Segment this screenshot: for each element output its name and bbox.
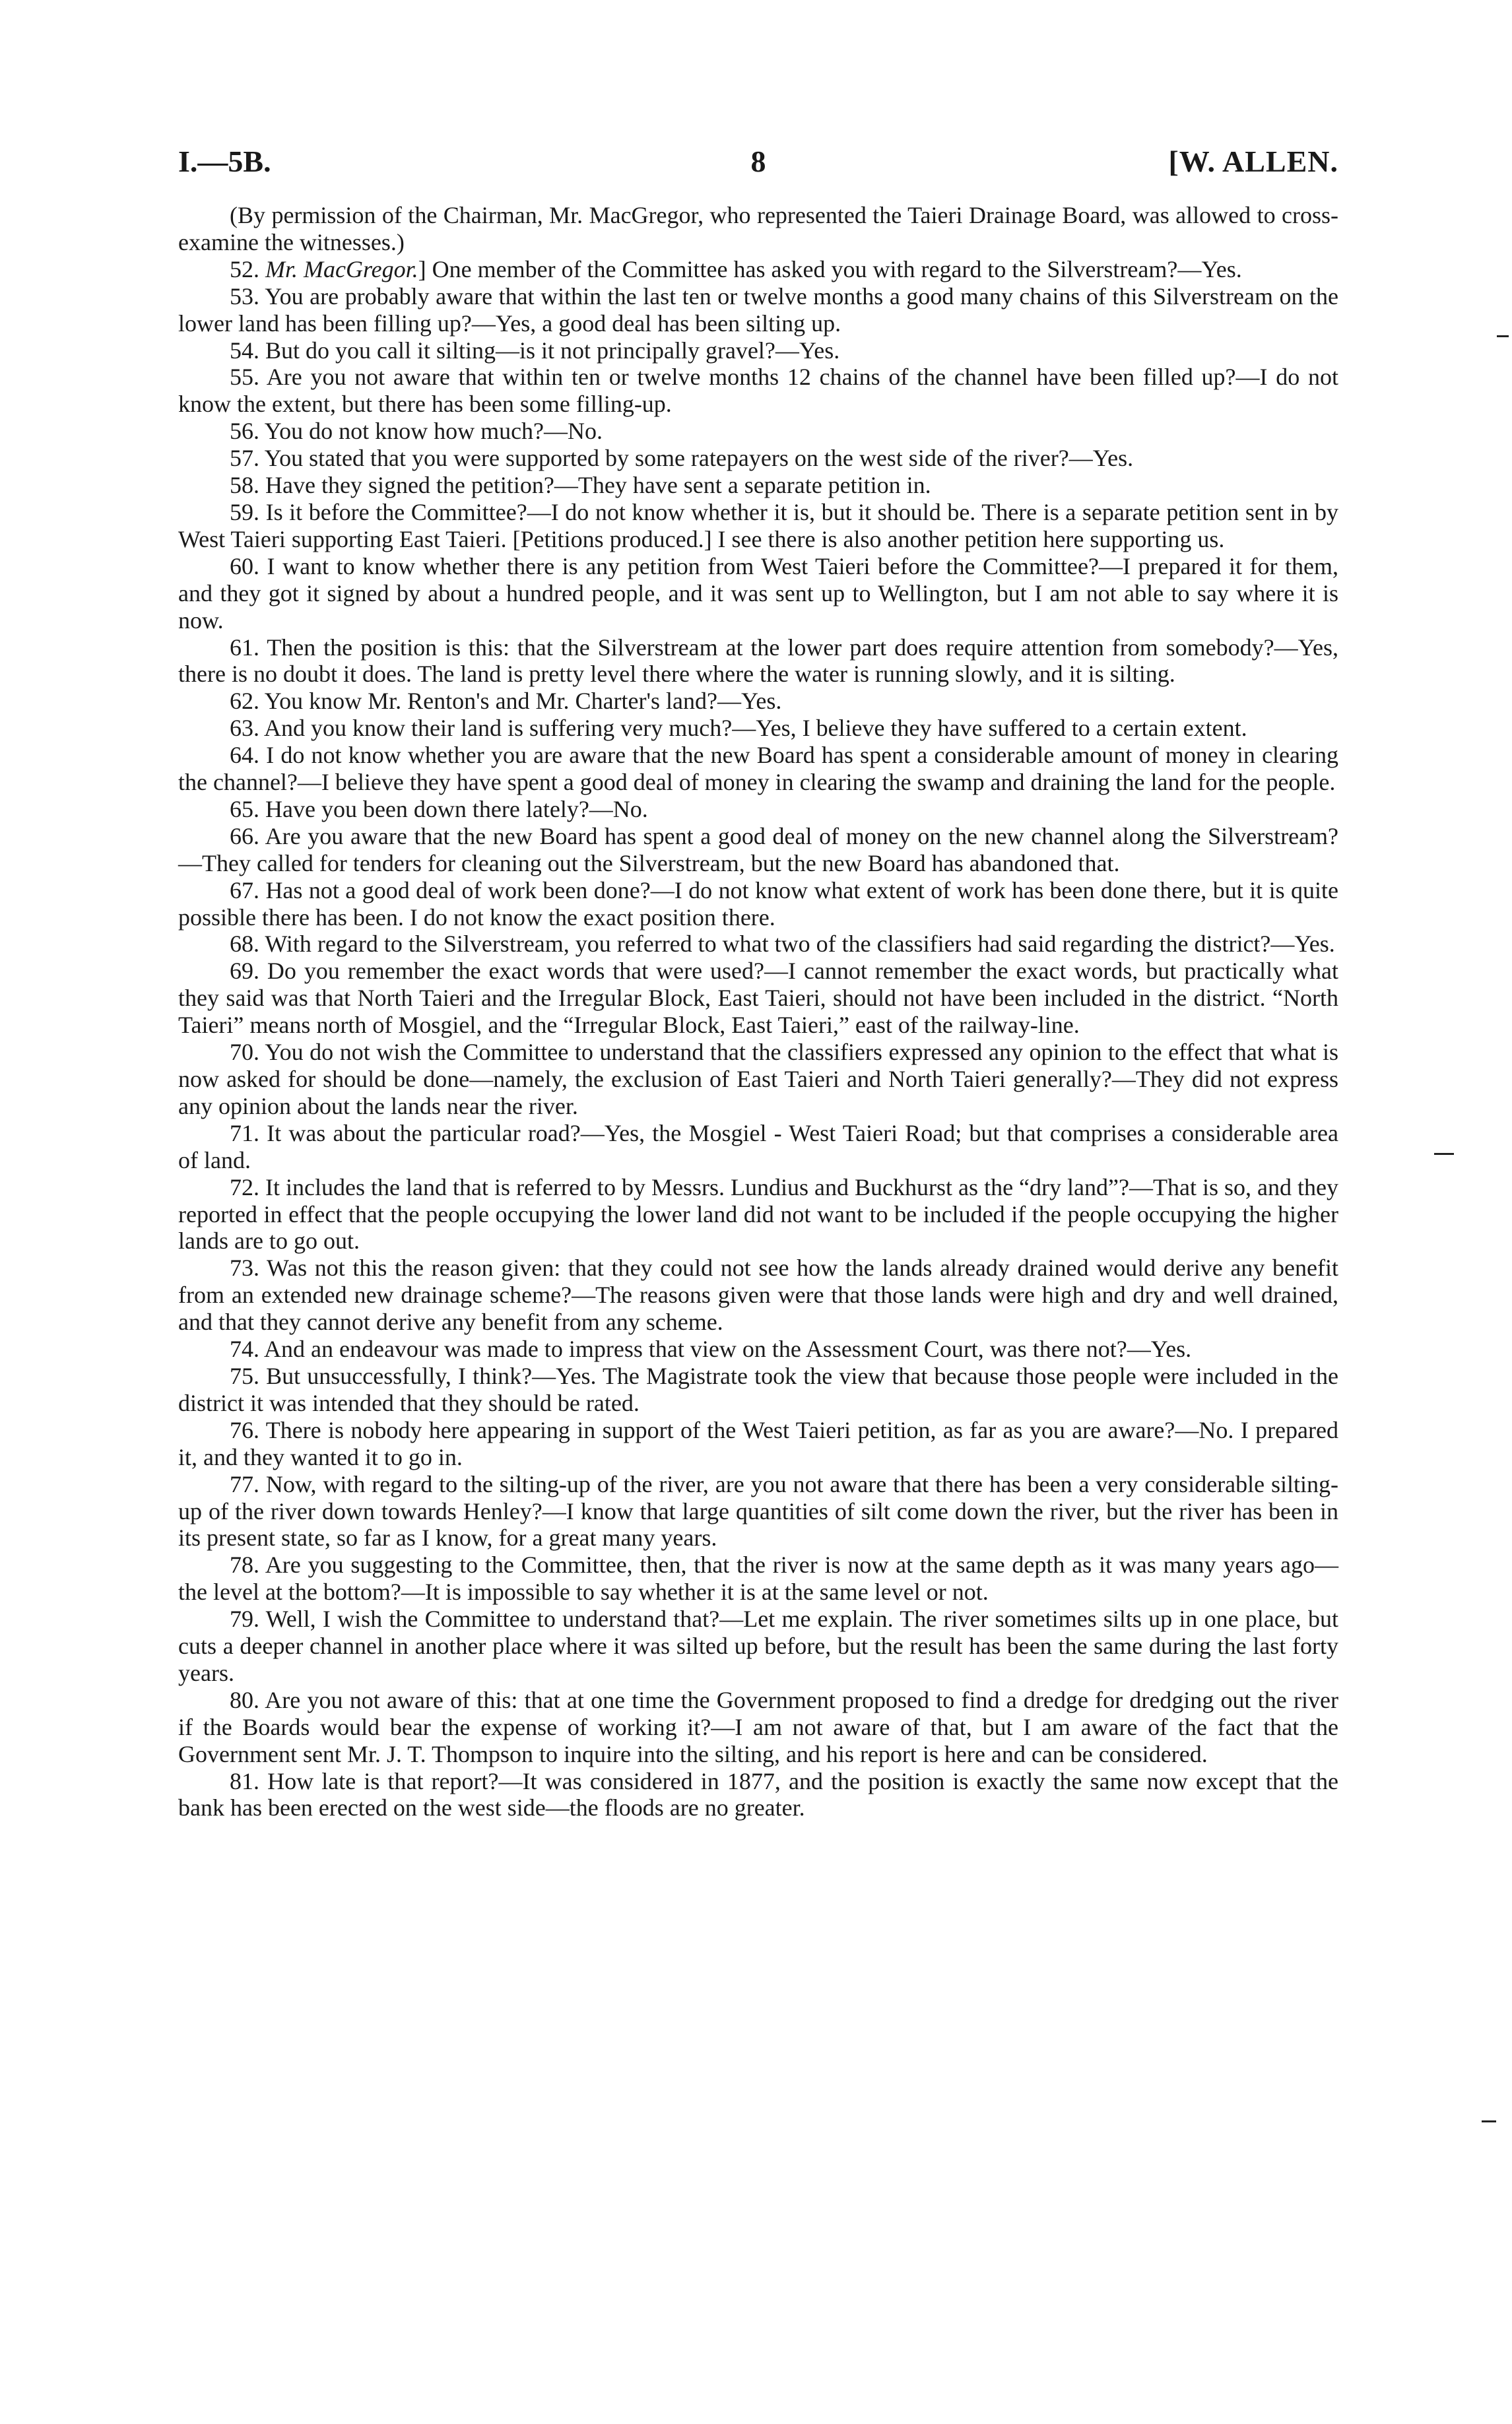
question-answer-text: It was about the particular road?—Yes, the Mosgiel - West Taieri Road; but that comprises a considerable area of land. [178,1119,1339,1173]
question-answer-text: Are you not aware that within ten or twelve months 12 chains of the channel have been filled up?—I do not know the extent, but there has been some filling-up. [178,364,1338,418]
question-answer-text: Are you suggesting to the Committee, then, that the river is now at the same depth as it was many years ago—the level at the bottom?—It is impossible to say whether it is at the same level or not. [178,1552,1339,1606]
question-number: 60. [230,552,267,579]
qa-paragraph [178,931,1338,958]
qa-paragraph [178,1039,1338,1120]
question-number: 56. [230,418,265,445]
question-answer-text: You are probably aware that within the last ten or twelve months a good many chains of this Silverstream on the lower land has been filling up?—Yes, a good deal has been silting up. [178,282,1338,337]
question-answer-list [178,256,1338,1822]
qa-paragraph [178,958,1338,1039]
qa-paragraph [178,283,1338,337]
qa-paragraph [178,418,1338,445]
qa-paragraph [178,1471,1338,1552]
question-answer-text: Was not this the reason given: that they could not see how the lands already drained would derive any benefit from an extended new drainage scheme?—The reasons given were that those lands were high and dry and well drained, and that they cannot derive any benefit from any scheme. [178,1255,1338,1336]
question-answer-text: You stated that you were supported by some ratepayers on the west side of the river?—Yes. [264,445,1134,472]
question-answer-text: But do you call it silting—is it not principally gravel?—Yes. [265,337,840,364]
question-number: 53. [230,282,265,310]
qa-paragraph [178,337,1338,364]
question-answer-text: And an endeavour was made to impress that view on the Assessment Court, was there not?—Yes. [264,1336,1192,1363]
page-header [178,142,1338,181]
qa-paragraph [178,1687,1338,1768]
question-answer-text: You do not wish the Committee to understand that the classifiers expressed any opinion to the effect that what is now asked for should be done—namely, the exclusion of East Taieri and North Taieri generally?—They did not express any opinion about the lands near the river. [178,1039,1338,1119]
question-answer-text: Are you aware that the new Board has spent a good deal of money on the new channel along the Silverstream?—They called for tenders for cleaning out the Silverstream, but the new Board has abandoned that. [178,822,1339,876]
question-number: 76. [230,1416,266,1443]
question-number: 54. [230,337,265,364]
question-number: 59. [230,498,266,525]
question-number: 74. [230,1336,265,1363]
question-number: 73. [230,1255,267,1282]
qa-paragraph [178,553,1338,634]
question-answer-text: Is it before the Committee?—I do not know whether it is, but it should be. There is a separate petition sent in by West Taieri supporting East Taieri. [Petitions produced.] I see there is also another petition here supporting us. [178,498,1338,552]
qa-paragraph [178,499,1338,553]
question-number: 63. [230,715,265,742]
qa-paragraph [178,877,1338,931]
question-answer-text: ] One member of the Committee has asked you with regard to the Silverstream?—Yes. [418,255,1242,282]
question-number: 62. [230,688,265,715]
question-number: 77. [230,1470,266,1497]
question-answer-text: Are you not aware of this: that at one time the Government proposed to find a dredge for dredging out the river if the Boards would bear the expense of working it?—I am not aware of that, but I am aware of the fact that the Government sent Mr. J. T. Thompson to inquire into the silting, and his report is here and can be considered. [178,1686,1338,1767]
question-number: 66. [230,822,265,849]
question-number: 52. [230,255,265,282]
paper-reference: I.—5B. [178,145,271,178]
question-answer-text: Have they signed the petition?—They have sent a separate petition in. [265,472,931,499]
question-answer-text: You do not know how much?—No. [264,418,603,445]
question-answer-text: Now, with regard to the silting-up of the river, are you not aware that there has been a very considerable silting-up of the river down towards Henley?—I know that large quantities of silt come down the river, but the river has been in its present state, so far as I know, for a great many years. [178,1470,1338,1552]
qa-paragraph [178,1417,1338,1471]
question-answer-text: Has not a good deal of work been done?—I do not know what extent of work has been done there, but it is quite possible there has been. I do not know the exact position there. [178,876,1338,931]
question-number: 68. [230,931,265,958]
qa-paragraph [178,472,1338,499]
qa-paragraph [178,364,1338,418]
question-number: 61. [230,634,267,661]
question-number: 55. [230,364,267,391]
question-number: 67. [230,876,266,903]
question-number: 65. [230,795,265,822]
qa-paragraph [178,688,1338,715]
question-answer-text: Well, I wish the Committee to understand that?—Let me explain. The river sometimes silts up in one place, but cuts a deeper channel in another place where it was silted up before, but the result has been the same during the last forty years. [178,1606,1338,1686]
question-answer-text: With regard to the Silverstream, you referred to what two of the classifiers had said regarding the district?—Yes. [265,931,1335,958]
margin-mark [1482,2120,1496,2122]
question-answer-text: You know Mr. Renton's and Mr. Charter's land?—Yes. [264,688,782,715]
page-number: 8 [750,145,766,178]
margin-mark [1497,335,1509,337]
qa-paragraph [178,1606,1338,1687]
qa-paragraph [178,1363,1338,1417]
question-answer-text: There is nobody here appearing in support of the West Taieri petition, as far as you are aware?—No. I prepared it, and they wanted it to go in. [178,1416,1338,1470]
witness-name: [W. ALLEN. [1168,145,1338,178]
qa-paragraph [178,634,1338,688]
qa-paragraph [178,1255,1338,1336]
qa-paragraph [178,796,1338,823]
intro-note: (By permission of the Chairman, Mr. MacGregor, who represented the Taieri Drainage Board, was allowed to cross-examine the witnesses.) [178,202,1338,255]
qa-paragraph [178,1336,1338,1363]
question-number: 75. [230,1362,267,1389]
question-number: 79. [230,1606,266,1633]
question-number: 69. [230,958,267,985]
qa-paragraph [178,1120,1338,1174]
question-answer-text: And you know their land is suffering very much?—Yes, I believe they have suffered to a certain extent. [264,715,1247,742]
qa-paragraph [178,742,1338,796]
qa-paragraph [178,445,1338,472]
margin-mark [1434,1153,1454,1155]
transcript-body [178,202,1338,1821]
qa-paragraph [178,1768,1338,1822]
question-answer-text: Do you remember the exact words that were used?—I cannot remember the exact words, but practically what they said was that North Taieri and the Irregular Block, East Taieri, should not have been included in the district. “North Taieri” means north of Mosgiel, and the “Irregular Block, East Taieri,” east of the railway-line. [178,958,1339,1039]
question-answer-text: How late is that report?—It was considered in 1877, and the position is exactly the same now except that the bank has been erected on the west side—the floods are no greater. [178,1767,1338,1821]
qa-paragraph [178,1552,1338,1606]
question-answer-text: I want to know whether there is any petition from West Taieri before the Committee?—I prepared it for them, and they got it signed by about a hundred people, and it was sent up to Wellington, but I am not able to say where it is now. [178,552,1339,634]
qa-paragraph [178,256,1338,283]
question-number: 58. [230,472,265,499]
question-number: 80. [230,1686,265,1713]
question-number: 72. [230,1173,266,1200]
question-number: 81. [230,1767,268,1794]
question-answer-text: Have you been down there lately?—No. [265,795,648,822]
question-number: 64. [230,742,267,769]
question-answer-text: Then the position is this: that the Silverstream at the lower part does require attention from somebody?—Yes, there is no doubt it does. The land is pretty level there where the water is running slowly, and it is silting. [178,634,1338,688]
qa-paragraph [178,1174,1338,1255]
speaker-name: Mr. MacGregor. [265,255,418,282]
question-answer-text: But unsuccessfully, I think?—Yes. The Magistrate took the view that because those people were included in the district it was intended that they should be rated. [178,1362,1338,1416]
qa-paragraph [178,715,1338,742]
qa-paragraph [178,823,1338,877]
question-number: 71. [230,1119,267,1146]
question-answer-text: I do not know whether you are aware that the new Board has spent a considerable amount of money in clearing the channel?—I believe they have spent a good deal of money in clearing the swamp and draining the land for the people. [178,742,1338,796]
question-answer-text: It includes the land that is referred to by Messrs. Lundius and Buckhurst as the “dry land”?—That is so, and they reported in effect that the people occupying the lower land did not want to be included if the people occupying the higher lands are to go out. [178,1173,1339,1255]
question-number: 70. [230,1039,265,1066]
question-number: 57. [230,445,265,472]
question-number: 78. [230,1552,265,1579]
